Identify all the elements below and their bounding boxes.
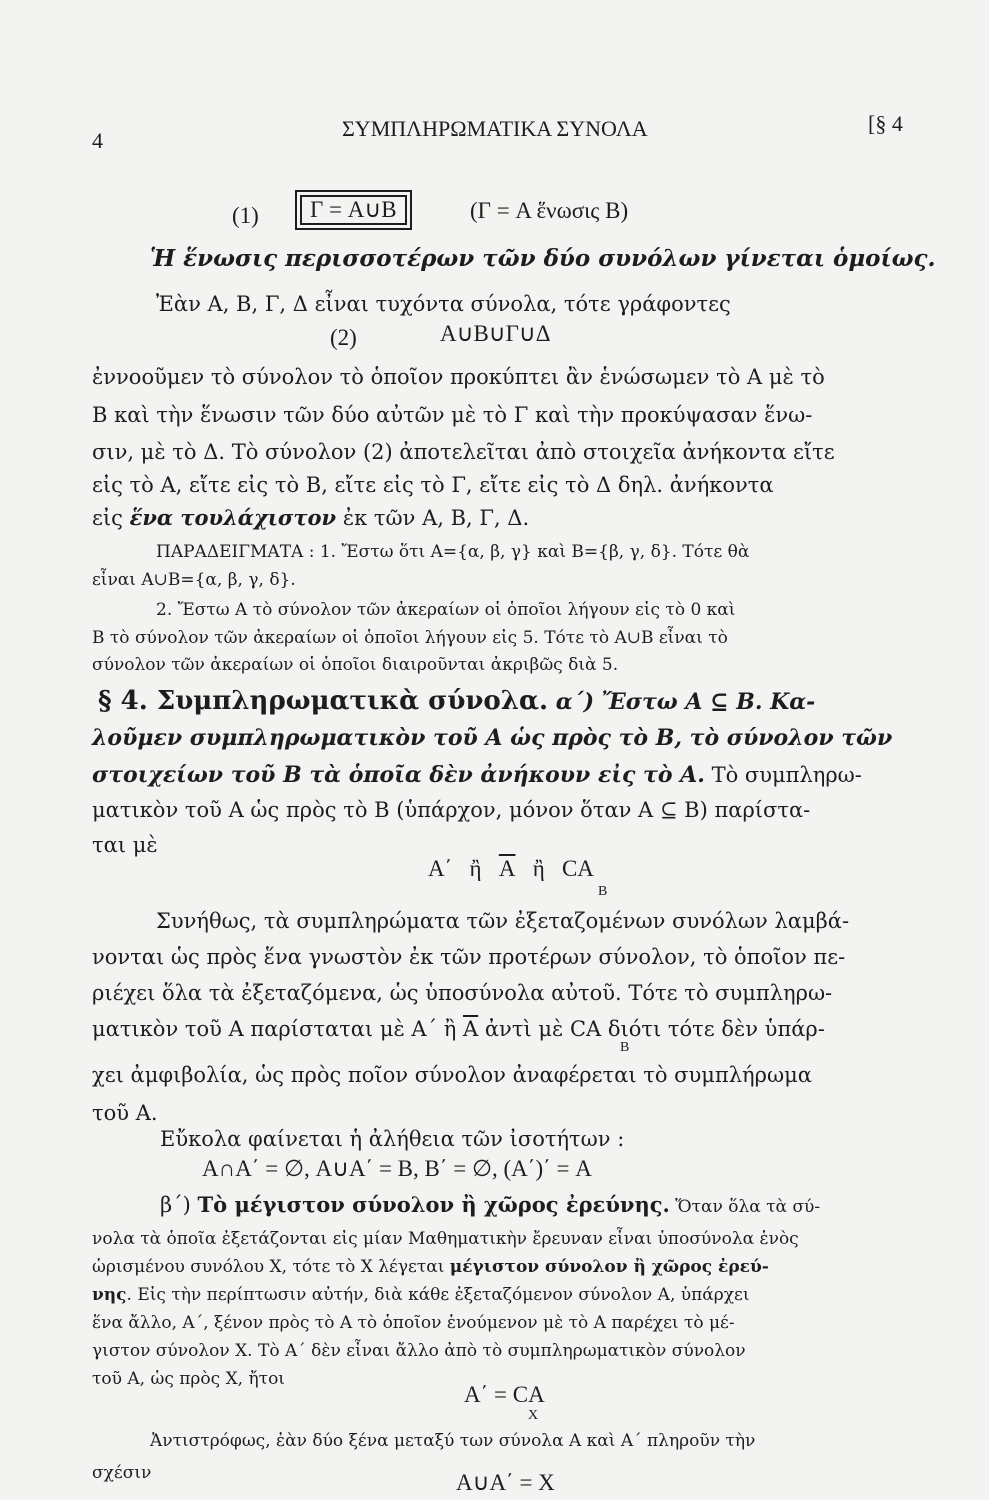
identities-equation: A∩A΄ = ∅, A∪A΄ = B, B΄ = ∅, (A΄)΄ = A bbox=[202, 1156, 592, 1181]
examples-line: 2. Ἔστω A τὸ σύνολον τῶν ἀκεραίων οἱ ὁποῖοι λήγουν εἰς τὸ 0 καὶ bbox=[156, 600, 736, 620]
paragraph-line: ματικὸν τοῦ A παρίσταται μὲ A΄ ἢ $\overline{A}$ ἀντὶ μὲ CA διότι τότε δὲν ὑπάρ- bbox=[92, 1017, 825, 1041]
section-4-first-line: § 4. Συμπληρωματικὰ σύνολα. α΄) Ἔστω A ⊆ B. Κα- bbox=[98, 686, 816, 716]
paragraph-line: νης. Εἰς τὴν περίπτωσιν αὐτήν, διὰ κάθε ἐξεταζόμενον σύνολον A, ὑπάρχει bbox=[92, 1285, 750, 1305]
paragraph-line: ἐννοοῦμεν τὸ σύνολον τὸ ὁποῖον προκύπτει ἂν ἑνώσωμεν τὸ A μὲ τὸ bbox=[92, 365, 825, 389]
paragraph-line: γιστον σύνολον X. Τὸ A΄ δὲν εἶναι ἄλλο ἀπὸ τὸ συμπληρωματικὸν σύνολον bbox=[92, 1341, 746, 1361]
union-many-sets-sentence: Ἡ ἕνωσις περισσοτέρων τῶν δύο συνόλων γίνεται ὁμοίως. bbox=[150, 245, 936, 272]
paragraph-line: B καὶ τὴν ἕνωσιν τῶν δύο αὐτῶν μὲ τὸ Γ καὶ τὴν προκύψασαν ἕνω- bbox=[92, 403, 813, 427]
paragraph-line: εἰς τὸ A, εἴτε εἰς τὸ B, εἴτε εἰς τὸ Γ, εἴτε εἰς τὸ Δ δηλ. ἀνήκοντα bbox=[92, 473, 774, 497]
emphasis-at-least-one: ἕνα τουλάχιστον bbox=[129, 505, 337, 530]
paragraph-line: Συνήθως, τὰ συμπληρώματα τῶν ἐξεταζομένων συνόλων λαμβά- bbox=[156, 909, 850, 933]
paragraph-line: χει ἀμφιβολία, ὡς πρὸς ποῖον σύνολον ἀναφέρεται τὸ συμπλήρωμα bbox=[92, 1063, 812, 1087]
paragraph-line: Ἐὰν A, B, Γ, Δ εἶναι τυχόντα σύνολα, τότε γράφοντες bbox=[156, 292, 731, 316]
subscript-b: B bbox=[598, 884, 608, 899]
paragraph-line: τοῦ A, ὡς πρὸς X, ἤτοι bbox=[92, 1369, 285, 1389]
paragraph-line: Εὔκολα φαίνεται ἡ ἀλήθεια τῶν ἰσοτήτων : bbox=[160, 1127, 625, 1151]
paragraph-line: σιν, μὲ τὸ Δ. Τὸ σύνολον (2) ἀποτελεῖται ἀπὸ στοιχεῖα ἀνήκοντα εἴτε bbox=[92, 440, 835, 464]
paragraph-line: τοῦ A. bbox=[92, 1101, 158, 1125]
paragraph-line: σχέσιν bbox=[92, 1463, 152, 1483]
equation-2-number: (2) bbox=[330, 325, 357, 350]
complement-x-equation: A΄ = CA bbox=[464, 1382, 545, 1407]
paragraph-line: ὡρισμένου συνόλου X, τότε τὸ X λέγεται μέγιστον σύνολον ἢ χῶρος ἐρεύ- bbox=[92, 1257, 769, 1277]
examples-line: B τὸ σύνολον τῶν ἀκεραίων οἱ ὁποῖοι λήγουν εἰς 5. Τότε τὸ A∪B εἶναι τὸ bbox=[92, 628, 728, 648]
paragraph-line: ται μὲ bbox=[92, 833, 158, 857]
definition-line: στοιχείων τοῦ B τὰ ὁποῖα δὲν ἀνήκουν εἰς τὸ A. Τὸ συμπληρω- bbox=[92, 762, 862, 788]
examples-line: ΠΑΡΑΔΕΙΓΜΑΤΑ : 1. Ἔστω ὅτι A={α, β, γ} καὶ B={β, γ, δ}. Τότε θὰ bbox=[156, 542, 750, 562]
paragraph-line: εἰς ἕνα τουλάχιστον ἐκ τῶν A, B, Γ, Δ. bbox=[92, 505, 530, 530]
boxed-formula: Γ = A∪B bbox=[300, 195, 407, 225]
paragraph-line: νολα τὰ ὁποῖα ἐξετάζονται εἰς μίαν Μαθηματικὴν ἔρευναν εἶναι ὑποσύνολα ἑνὸς bbox=[92, 1229, 799, 1249]
subscript-b: B bbox=[620, 1040, 630, 1055]
equation-2-formula: A∪B∪Γ∪Δ bbox=[440, 321, 551, 346]
equation-1-note: (Γ = A ἕνωσις B) bbox=[470, 198, 629, 223]
section-4-heading: § 4. Συμπληρωματικὰ σύνολα. bbox=[98, 686, 549, 716]
equation-1-number: (1) bbox=[232, 203, 259, 228]
section-reference: [§ 4 bbox=[868, 111, 903, 136]
subsection-beta-line: β΄) Τὸ μέγιστον σύνολον ἢ χῶρος ἐρεύνης. Ὅταν ὅλα τὰ σύ- bbox=[160, 1192, 821, 1217]
subscript-x: X bbox=[528, 1408, 539, 1423]
paragraph-line: νονται ὡς πρὸς ἕνα γνωστὸν ἐκ τῶν προτέρων σύνολον, τὸ ὁποῖον πε- bbox=[92, 945, 846, 969]
definition-line: λοῦμεν συμπληρωματικὸν τοῦ A ὡς πρὸς τὸ B, τὸ σύνολον τῶν bbox=[92, 725, 893, 751]
examples-line: σύνολον τῶν ἀκεραίων οἱ ὁποῖοι διαιροῦνται ἀκριβῶς διὰ 5. bbox=[92, 655, 619, 675]
paragraph-line: ριέχει ὅλα τὰ ἐξεταζόμενα, ὡς ὑποσύνολα αὐτοῦ. Τότε τὸ συμπληρω- bbox=[92, 981, 833, 1005]
paragraph-line: Ἀντιστρόφως, ἐὰν δύο ξένα μεταξύ των σύνολα A καὶ A΄ πληροῦν τὴν bbox=[150, 1431, 756, 1451]
equation-1-box bbox=[300, 195, 407, 225]
union-x-equation: A∪A΄ = X bbox=[456, 1470, 555, 1495]
page-number: 4 bbox=[92, 128, 103, 153]
complement-notation: A΄ ἢ $\overline{A}$ ἢ CA bbox=[428, 856, 594, 881]
paragraph-line: ματικὸν τοῦ A ὡς πρὸς τὸ B (ὑπάρχον, μόνον ὅταν A ⊆ B) παρίστα- bbox=[92, 798, 811, 822]
running-title: ΣΥΜΠΛΗΡΩΜΑΤΙΚΑ ΣΥΝΟΛΑ bbox=[342, 116, 648, 141]
examples-line: εἶναι A∪B={α, β, γ, δ}. bbox=[92, 570, 296, 590]
subsection-beta-heading: Τὸ μέγιστον σύνολον ἢ χῶρος ἐρεύνης. bbox=[197, 1192, 670, 1217]
paragraph-line: ἕνα ἄλλο, A΄, ξένον πρὸς τὸ A τὸ ὁποῖον ἑνούμενον μὲ τὸ A παρέχει τὸ μέ- bbox=[92, 1313, 735, 1333]
